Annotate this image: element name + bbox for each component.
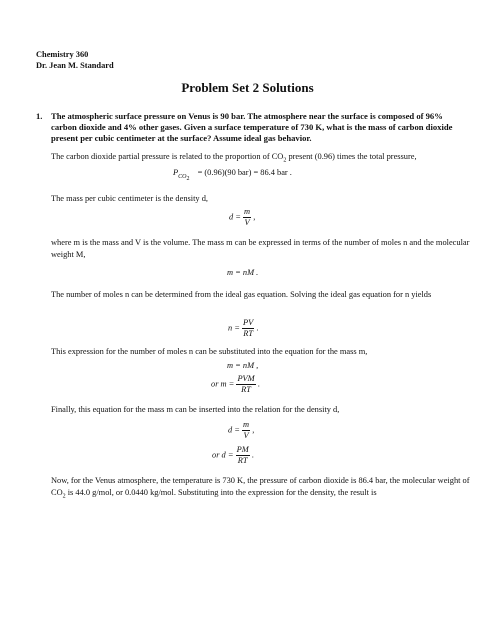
equation-mass: m = nM . [227,268,259,277]
page-title: Problem Set 2 Solutions [181,80,314,95]
equation-density-mv: d = $\frac{m}{V}$ , [228,420,255,440]
problem-text: The atmospheric surface pressure on Venus is 90 bar. The atmosphere near the surface is composed of 96% carbon dioxide and 4% other gases. Given a surface temperature of 730 K, what is the mass of carbon dioxide present per cubic centimeter at the surface? Assume ideal gas behavior. [51,111,453,144]
paragraph-6: Finally, this equation for the mass m can be inserted into the relation for the density d, [51,405,340,414]
paragraph-4: The number of moles n can be determined from the ideal gas equation. Solving the ideal gas equation for n yields [51,290,432,299]
instructor-name: Dr. Jean M. Standard [36,61,114,70]
course-name: Chemistry 360 [36,50,89,59]
paragraph-2: The mass per cubic centimeter is the density d, [51,194,208,203]
equation-mass-pvm: or m = $\frac{\text{PVM}}{RT}$ . [211,374,260,394]
equation-moles: n = $\frac{PV}{RT}$ . [228,318,259,338]
paragraph-5: This expression for the number of moles n can be substituted into the equation for the mass m, [51,347,368,356]
equation-partial-pressure: $P_{CO_2} = (0.96)(90$ bar) = 86.4 bar . [173,168,292,182]
equation-density: d = $\frac{m}{V}$ , [229,207,256,227]
paragraph-1: The carbon dioxide partial pressure is related to the proportion of $CO_2$ present (0.96) times the total pressure, [51,152,417,164]
paragraph-7: Now, for the Venus atmosphere, the temperature is 730 K, the pressure of carbon dioxide is 86.4 bar, the molecular weight of $CO_2$ is 44.0 g/mol, or 0.0440 kg/mol. Substituting into the expression for the density, the result is [51,476,470,500]
equation-mass-nm: m = nM , [227,361,259,370]
paragraph-3: where m is the mass and V is the volume. The mass m can be expressed in terms of the number of moles n and the molecular weight M, [51,238,470,259]
equation-density-pm: or d = $\frac{PM}{RT}$ . [212,445,254,465]
problem-number: 1. [36,111,43,121]
